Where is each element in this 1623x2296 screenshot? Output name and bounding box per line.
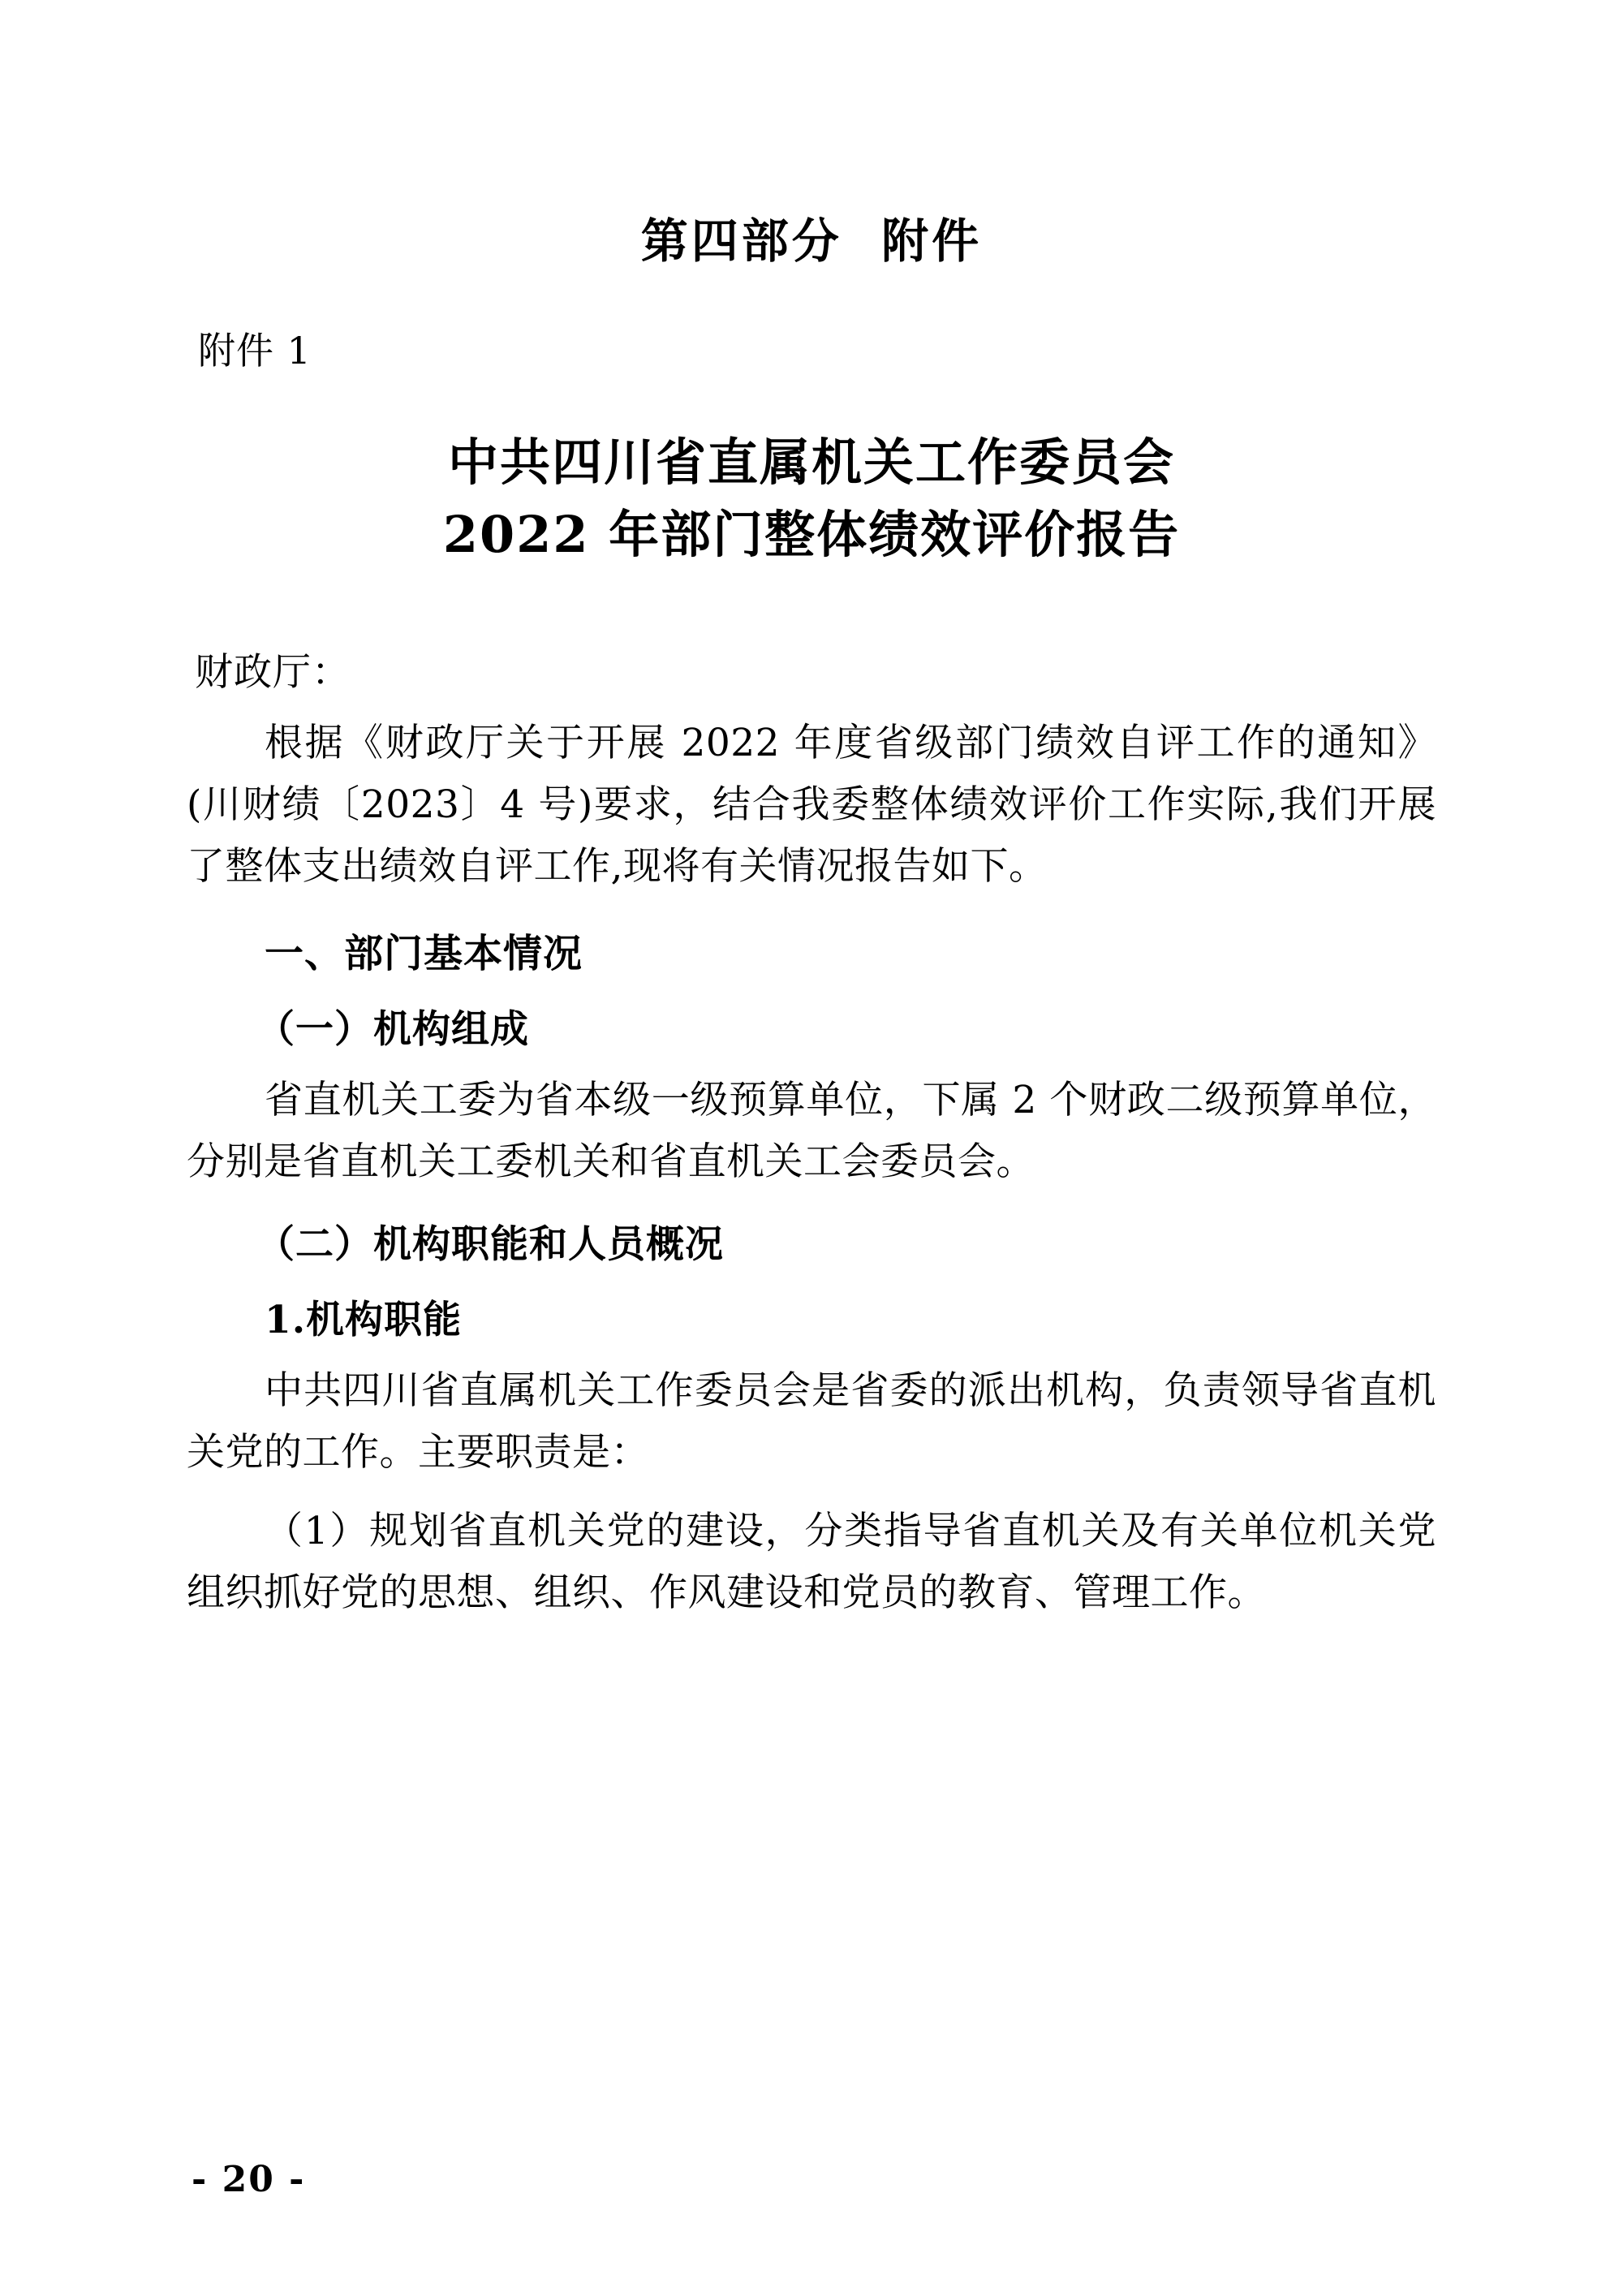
salutation: 财政厅： [195, 649, 351, 695]
attachment-label: 附件 1 [198, 329, 312, 373]
document-title-line-1: 中共四川省直属机关工作委员会 [447, 433, 1175, 492]
subsection-heading-functions: （二）机构职能和人员概况 [256, 1222, 724, 1268]
part-title: 第四部分 附件 [640, 213, 983, 269]
subsection-heading-organization: （一）机构组成 [256, 1007, 529, 1053]
page-number: - 20 - [192, 2159, 306, 2200]
paragraph-duty-one: （1）规划省直机关党的建设，分类指导省直机关及有关单位机关党组织抓好党的思想、组织、作风建设和党员的教育、管理工作。 [187, 1508, 1436, 1615]
section-heading-one: 一、部门基本情况 [265, 931, 583, 977]
paragraph-organization: 省直机关工委为省本级一级预算单位，下属 2 个财政二级预算单位，分别是省直机关工委机关和省直机关工会委员会。 [187, 1078, 1436, 1185]
subsection-heading-functions-detail: 1.机构职能 [265, 1298, 463, 1343]
document-title-line-2: 2022 年部门整体绩效评价报告 [442, 505, 1181, 565]
document-title [187, 430, 1436, 567]
paragraph-intro: 根据《财政厅关于开展 2022 年度省级部门绩效自评工作的通知》(川财绩〔2023〕4 号)要求，结合我委整体绩效评价工作实际,我们开展了整体支出绩效自评工作,现将有关情况报告如下。 [187, 720, 1436, 889]
paragraph-functions: 中共四川省直属机关工作委员会是省委的派出机构，负责领导省直机关党的工作。主要职责是： [187, 1368, 1436, 1475]
